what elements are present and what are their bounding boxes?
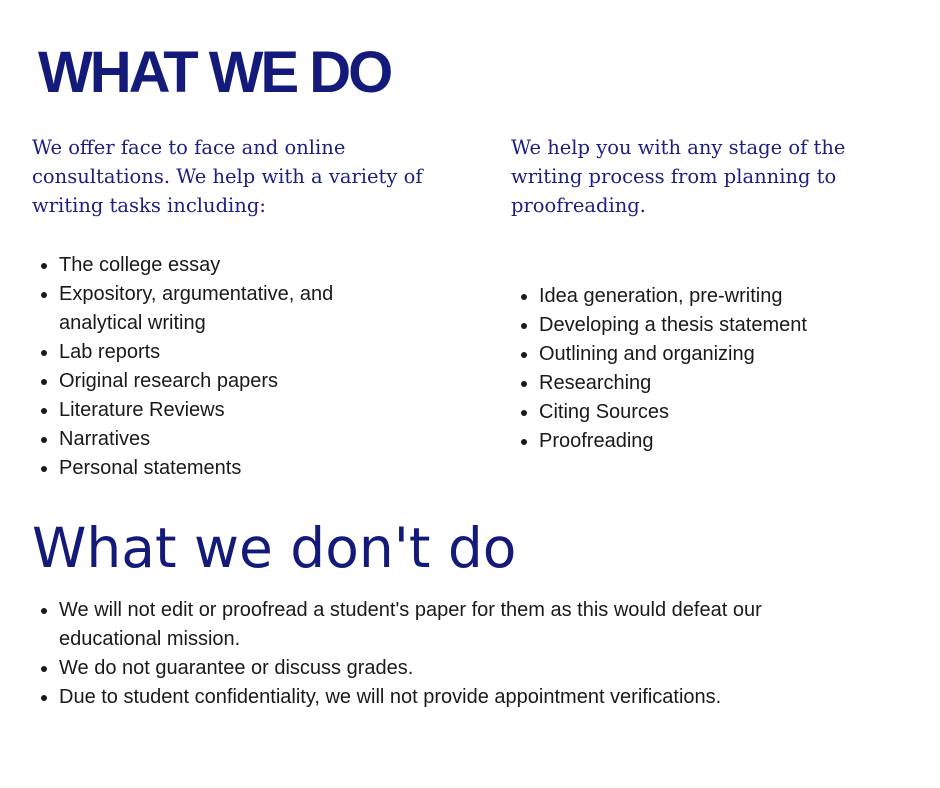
list-item: Literature Reviews	[38, 396, 378, 425]
exclusions-list	[38, 596, 798, 712]
intro-writing-stages: We help you with any stage of the writing process from planning to proofreading.	[511, 136, 846, 217]
list-item: Proofreading	[518, 427, 898, 456]
writing-tasks-list	[38, 251, 378, 483]
list-item: Narratives	[38, 425, 378, 454]
list-item: Developing a thesis statement	[518, 311, 898, 340]
list-item: Idea generation, pre-writing	[518, 282, 898, 311]
what-we-do-heading: WHAT WE DO	[38, 40, 391, 105]
list-item: Original research papers	[38, 367, 378, 396]
list-item: Researching	[518, 369, 898, 398]
intro-consultations: We offer face to face and online consultations. We help with a variety of writing tasks including:	[32, 136, 423, 217]
writing-stages-list	[518, 282, 898, 456]
what-we-dont-do-heading: What we don't do	[32, 516, 517, 580]
list-item: Citing Sources	[518, 398, 898, 427]
list-item: We do not guarantee or discuss grades.	[38, 654, 798, 683]
list-item: Outlining and organizing	[518, 340, 898, 369]
list-item: Due to student confidentiality, we will not provide appointment verifications.	[38, 683, 798, 712]
list-item: Personal statements	[38, 454, 378, 483]
list-item: Lab reports	[38, 338, 378, 367]
list-item: Expository, argumentative, and analytical writing	[38, 280, 378, 338]
list-item: We will not edit or proofread a student's paper for them as this would defeat our educational mission.	[38, 596, 798, 654]
list-item: The college essay	[38, 251, 378, 280]
